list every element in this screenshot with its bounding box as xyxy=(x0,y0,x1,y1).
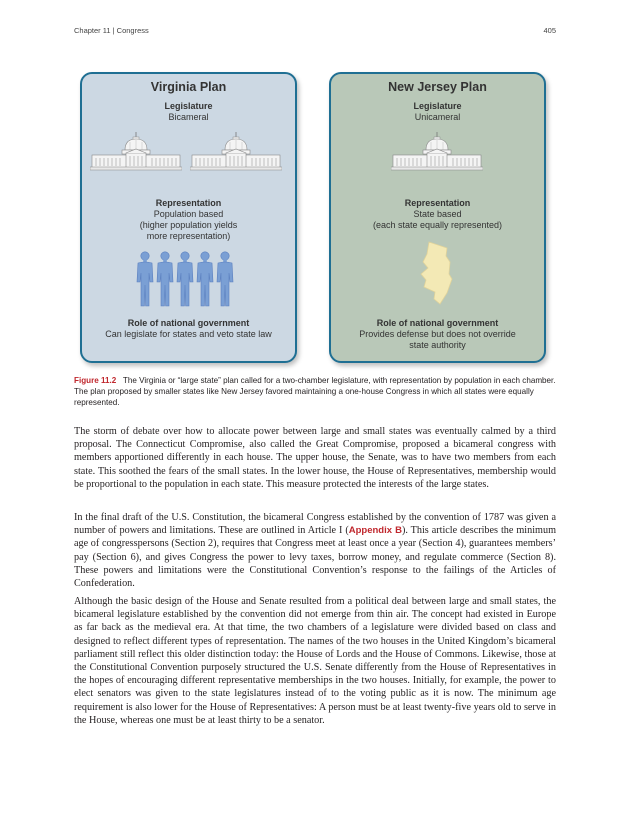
representation-line: more representation) xyxy=(146,231,231,241)
person-icon xyxy=(215,251,235,307)
role-value: Can legislate for states and veto state law xyxy=(105,329,272,339)
page-number: 405 xyxy=(543,26,556,35)
representation-heading: Representation xyxy=(155,198,222,208)
virginia-plan-panel xyxy=(80,72,297,363)
person-icon xyxy=(175,251,195,307)
figure-label: Figure 11.2 xyxy=(74,376,117,385)
panel-title: Virginia Plan xyxy=(150,80,227,94)
paragraph-text: ). This article describes the minimum age of congresspersons (Section 2), requires that Congress meet at least once a year (Section 4), guarantees members’ pay (Section 6), and gives Congress the power to levy taxes, borrow money, and regulate commerce (Section 8). These powers and limitations were the Constitutional Convention’s response to the failings of the Articles of Confederation. xyxy=(74,525,556,590)
representation-line: (each state equally represented) xyxy=(372,220,503,230)
paragraph-text: In the final draft of the U.S. Constitution, the bicameral Congress established by the convention of 1787 was given a number of powers and limitations. These are outlined in Article I ( xyxy=(74,512,556,537)
representation-heading: Representation xyxy=(404,198,471,208)
person-icon xyxy=(195,251,215,307)
role-heading: Role of national government xyxy=(127,318,250,328)
body-paragraph: Although the basic design of the House and Senate resulted from a political deal between large and small states, the bicameral legislature established by the convention did not emerge from thin air. The concept had existed in Europe as far back as the medieval era. At that time, the two chambers of a legislature were divided based on class and designed to reflect different types of representation. The names of the two houses in the United Kingdom’s bicameral parliament still reflect this older distinction today: the House of Lords and the House of Commons. Likewise, those at the Constitutional Convention purposely structured the U.S. Senate differently from the House of Representatives in the hopes of encouraging different representative memberships in the two houses. Initially, for example, the power to elect senators was given to the state legislatures instead of to the voting public as it is now. The minimum age requirement is also lower for the House of Representatives: A person must be at least twenty-five years old to serve in the House, whereas one must be at least thirty to be a senator. xyxy=(74,596,556,726)
body-paragraph xyxy=(74,511,556,590)
legislature-value: Unicameral xyxy=(414,112,461,122)
representation-line: (higher population yields xyxy=(139,220,238,230)
person-icon xyxy=(155,251,175,307)
population-figures xyxy=(135,251,235,312)
legislature-heading: Legislature xyxy=(164,101,213,111)
legislature-heading: Legislature xyxy=(413,101,462,111)
representation-line: Population based xyxy=(153,209,224,219)
figure-caption xyxy=(74,375,556,408)
capitol-building-icon xyxy=(190,122,282,180)
role-value: Provides defense but does not override xyxy=(359,329,516,339)
capitol-building-icon xyxy=(90,122,182,180)
representation-line: State based xyxy=(413,209,462,219)
appendix-b-link[interactable]: Appendix B xyxy=(348,525,402,537)
panel-title: New Jersey Plan xyxy=(388,80,487,94)
role-heading: Role of national government xyxy=(376,318,499,328)
new-jersey-plan-panel xyxy=(329,72,546,363)
person-icon xyxy=(135,251,155,307)
running-header-chapter: Chapter 11 | Congress xyxy=(74,26,149,35)
role-value: state authority xyxy=(409,340,466,350)
capitol-building-icon xyxy=(391,122,483,180)
body-paragraph: The storm of debate over how to allocate power between large and small states was eventually calmed by a third proposal. The Connecticut Compromise, also called the Great Compromise, proposed a bicameral congress with members apportioned differently in each house. The upper house, the Senate, was to have two members from each state. This soothed the fears of the small states. In the lower house, the House of Representatives, membership would be proportional to the population in each state. This measure protected the interests of the large states. xyxy=(74,426,556,490)
caption-text: The Virginia or “large state” plan called for a two-chamber legislature, with representation by population in each chamber. The plan proposed by smaller states like New Jersey favored maintaining a one-house Congress in which all states were equally represented. xyxy=(74,376,556,407)
new-jersey-map-icon xyxy=(419,241,455,307)
legislature-value: Bicameral xyxy=(168,112,209,122)
